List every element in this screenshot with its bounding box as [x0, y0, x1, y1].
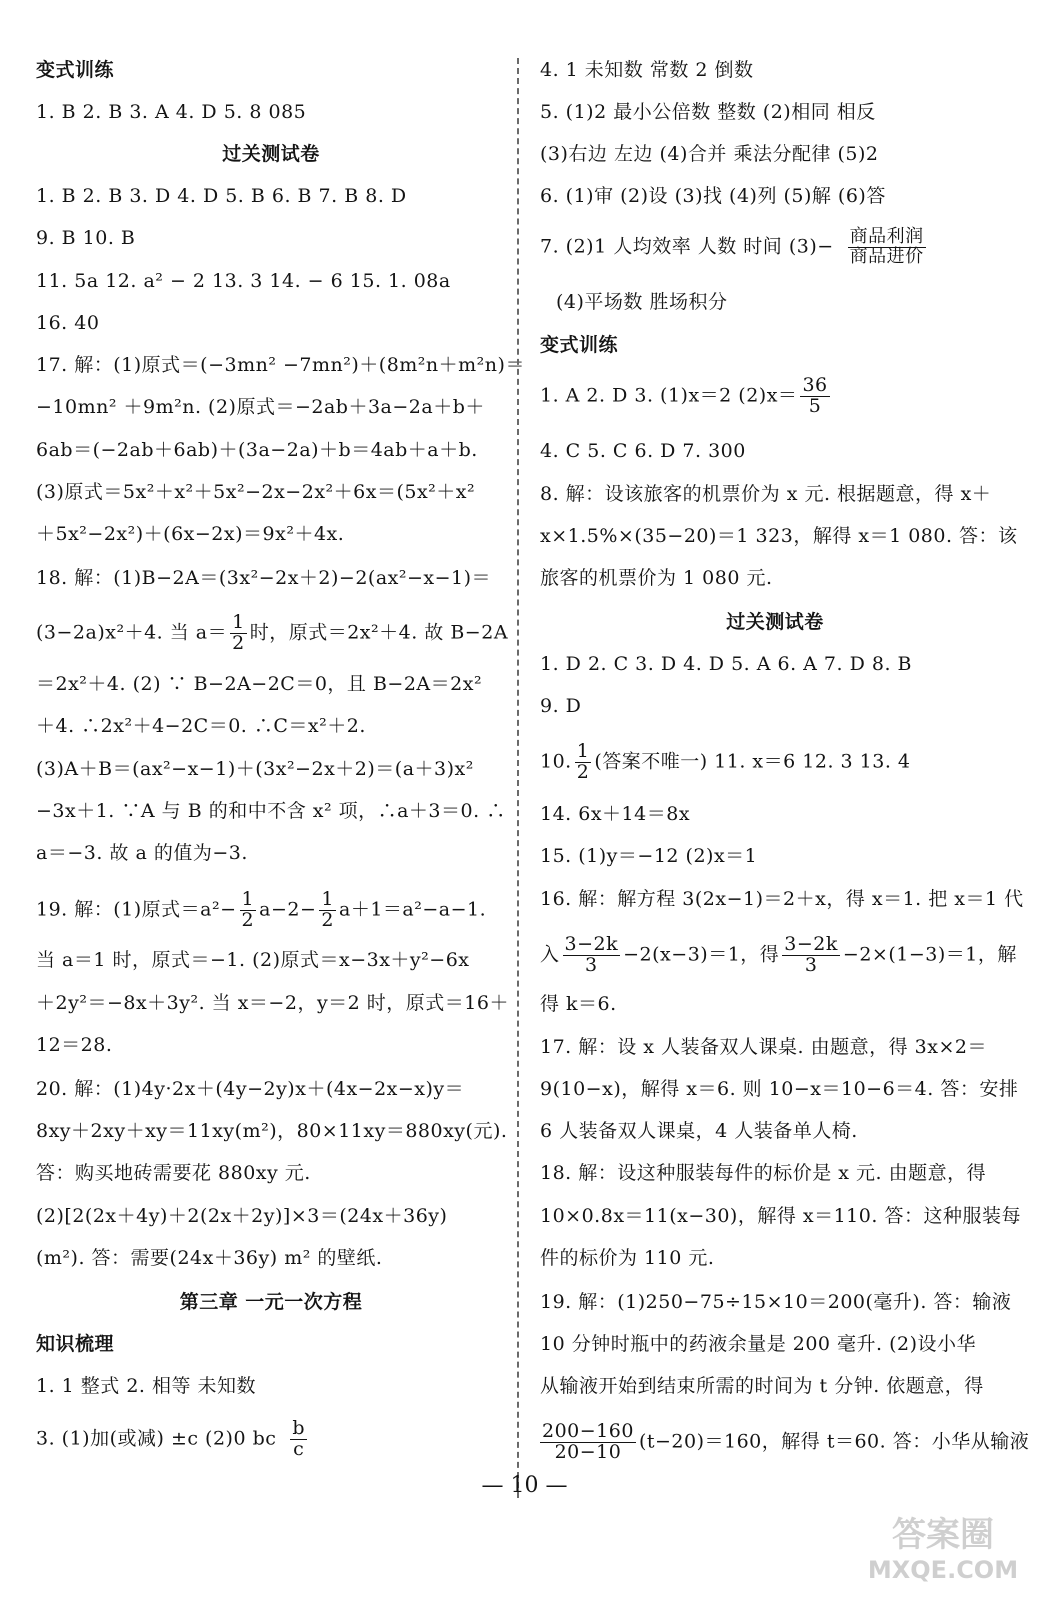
q19-text: (t−20)＝160，解得 t＝60. 答：小华从输液 [638, 1430, 1030, 1453]
q20-line: 8xy＋2xy＋xy＝11xy(m²)，80×11xy＝880xy(元). [36, 1120, 508, 1142]
fraction-numerator: 1 [576, 740, 590, 762]
knowledge-text: 7. (2)1 人均效率 人数 时间 (3)− [540, 235, 834, 258]
q19-text: a＋1＝a²−a−1. [339, 898, 487, 921]
q18-text: (3−2a)x²＋4. 当 a＝ [36, 621, 228, 644]
q16-text: −2(x−3)＝1，得 [623, 943, 780, 966]
knowledge-line: (4)平场数 胜场积分 [556, 291, 728, 313]
q18-line: 18. 解：(1)B−2A＝(3x²−2x＋2)−2(ax²−x−1)＝ [36, 567, 492, 589]
q17-line: 9(10−x)，解得 x＝6. 则 10−x＝10−6＝4. 答：安排 [540, 1078, 1019, 1100]
q17-line: ＋5x²−2x²)＋(6x−2x)＝9x²＋4x. [36, 523, 345, 545]
section-heading-knowledge: 知识梳理 [36, 1333, 115, 1355]
fraction [782, 935, 840, 976]
q19-line [540, 1422, 1029, 1463]
q19-line: ＋2y²＝−8x＋3y². 当 x＝−2，y＝2 时，原式＝16＋ [36, 992, 509, 1014]
fraction-denominator: 20−10 [554, 1440, 622, 1463]
fraction-denominator: 2 [321, 908, 334, 931]
fraction-numerator: 200−160 [542, 1420, 634, 1442]
q18-line: ＝2x²＋4. (2) ∵ B−2A−2C＝0，且 B−2A＝2x² [36, 673, 483, 695]
q17-line: 17. 解：(1)原式＝(−3mn² −7mn²)＋(8m²n＋m²n)＝ [36, 354, 525, 376]
watermark-logo [858, 1508, 1028, 1586]
fraction [848, 228, 926, 267]
fraction-numerator: 1 [232, 611, 245, 633]
knowledge-line: (3)右边 左边 (4)合并 乘法分配律 (5)2 [540, 143, 879, 165]
section-heading-variant: 变式训练 [540, 334, 619, 356]
section-heading-test: 过关测试卷 [222, 143, 320, 165]
fraction-denominator: 5 [808, 394, 822, 417]
knowledge-text: 3. (1)加(或减) ±c (2)0 bc [36, 1427, 277, 1450]
q20-line: 20. 解：(1)4y·2x＋(4y−2y)x＋(4x−2x−x)y＝ [36, 1078, 465, 1100]
fraction [290, 1419, 307, 1460]
q17-line: (3)原式＝5x²＋x²＋5x²−2x−2x²＋6x＝(5x²＋x² [36, 481, 476, 503]
q19-line [36, 890, 486, 931]
q20-line: (2)[2(2x＋4y)＋2(2x＋2y)]×3＝(24x＋36y) [36, 1205, 448, 1227]
fraction-denominator: 2 [232, 631, 245, 654]
knowledge-line: 4. 1 未知数 常数 2 倒数 [540, 59, 754, 81]
q18-line: 10×0.8x＝11(x−30)，解得 x＝110. 答：这种服装每 [540, 1205, 1021, 1227]
fraction-denominator: 2 [576, 760, 590, 783]
page-number: — 10 — [481, 1473, 568, 1498]
fraction-denominator: 3 [804, 953, 818, 976]
variant-answers: 4. C 5. C 6. D 7. 300 [540, 440, 746, 462]
column-divider [517, 58, 519, 1498]
knowledge-line: 6. (1)审 (2)设 (3)找 (4)列 (5)解 (6)答 [540, 185, 886, 207]
knowledge-line [36, 1419, 310, 1460]
section-heading-test: 过关测试卷 [726, 611, 824, 633]
watermark-logo-text: 答案圈 [892, 1515, 994, 1555]
test-answers-line: 14. 6x＋14＝8x [540, 803, 691, 825]
fraction-denominator: c [293, 1437, 305, 1460]
test-answers-line: 15. (1)y＝−12 (2)x＝1 [540, 845, 758, 867]
variant-answers: 1. B 2. B 3. A 4. D 5. 8 085 [36, 101, 307, 123]
knowledge-line: 5. (1)2 最小公倍数 整数 (2)相同 相反 [540, 101, 876, 123]
fraction [575, 742, 592, 783]
test-answers-line: 11. 5a 12. a² − 2 13. 3 14. − 6 15. 1. 08a [36, 270, 451, 292]
section-heading-variant: 变式训练 [36, 59, 115, 81]
q18-line: (3)A＋B＝(ax²−x−1)＋(3x²−2x＋2)＝(a＋3)x² [36, 758, 474, 780]
q19-line: 19. 解：(1)250−75÷15×10＝200(毫升). 答：输液 [540, 1291, 1012, 1313]
q19-line: 10 分钟时瓶中的药液余量是 200 毫升. (2)设小华 [540, 1333, 977, 1355]
test-text: 10. [540, 750, 572, 773]
test-answers-line: 9. B 10. B [36, 227, 136, 249]
variant-answers [540, 376, 833, 417]
q16-line: 16. 解：解方程 3(2x−1)＝2＋x，得 x＝1. 把 x＝1 代 [540, 888, 1024, 910]
q17-line: 6 人装备双人课桌，4 人装备单人椅. [540, 1120, 858, 1142]
watermark-url: MXQE.COM [867, 1556, 1019, 1584]
q18-line: a＝−3. 故 a 的值为−3. [36, 842, 248, 864]
test-text: (答案不唯一) 11. x＝6 12. 3 13. 4 [594, 750, 911, 773]
q17-line: −10mn² ＋9m²n. (2)原式＝−2ab＋3a−2a＋b＋ [36, 396, 485, 418]
fraction [240, 890, 257, 931]
q19-line: 当 a＝1 时，原式＝−1. (2)原式＝x−3x＋y²−6x [36, 949, 470, 971]
test-answers-line [540, 742, 911, 783]
knowledge-line: 1. 1 整式 2. 相等 未知数 [36, 1375, 257, 1397]
fraction-numerator: 3−2k [564, 933, 619, 955]
fraction [319, 890, 336, 931]
fraction-numerator: 1 [321, 888, 334, 910]
q8-line: x×1.5%×(35−20)＝1 323，解得 x＝1 080. 答：该 [540, 525, 1018, 547]
chapter-title: 第三章 一元一次方程 [179, 1291, 363, 1313]
variant-text: 1. A 2. D 3. (1)x＝2 (2)x＝ [540, 384, 798, 407]
q8-line: 旅客的机票价为 1 080 元. [540, 567, 773, 589]
q18-line [36, 613, 508, 654]
knowledge-line [540, 228, 929, 267]
q19-line: 12＝28. [36, 1034, 113, 1056]
q17-line: 6ab＝(−2ab＋6ab)＋(3a−2a)＋b＝4ab＋a＋b. [36, 439, 478, 461]
fraction [800, 376, 829, 417]
q16-line: 得 k＝6. [540, 993, 617, 1015]
q8-line: 8. 解：设该旅客的机票价为 x 元. 根据题意，得 x＋ [540, 483, 992, 505]
q20-line: (m²). 答：需要(24x＋36y) m² 的壁纸. [36, 1247, 383, 1269]
fraction-numerator: 商品利润 [849, 226, 924, 247]
fraction [540, 1422, 636, 1463]
q16-text: 入 [540, 943, 560, 966]
q17-line: 17. 解：设 x 人装备双人课桌. 由题意，得 3x×2＝ [540, 1036, 987, 1058]
q19-text: a−2− [259, 898, 317, 921]
fraction-denominator: 商品进价 [849, 245, 924, 267]
fraction [230, 613, 247, 654]
test-answers-line: 9. D [540, 695, 582, 717]
q18-text: 时，原式＝2x²＋4. 故 B−2A [249, 621, 509, 644]
q18-line: 18. 解：设这种服装每件的标价是 x 元. 由题意，得 [540, 1162, 987, 1184]
fraction-numerator: 1 [241, 888, 255, 910]
test-answers-line: 16. 40 [36, 312, 100, 334]
fraction-numerator: 36 [802, 374, 828, 396]
test-answers-line: 1. B 2. B 3. D 4. D 5. B 6. B 7. B 8. D [36, 185, 407, 207]
fraction-denominator: 3 [585, 953, 598, 976]
q18-line: 件的标价为 110 元. [540, 1247, 715, 1269]
q18-line: ＋4. ∴2x²＋4−2C＝0. ∴C＝x²＋2. [36, 715, 366, 737]
q20-line: 答：购买地砖需要花 880xy 元. [36, 1162, 311, 1184]
q19-text: 19. 解：(1)原式＝a²− [36, 898, 237, 921]
q16-line [540, 935, 1017, 976]
fraction-numerator: 3−2k [784, 933, 838, 955]
test-answers-line: 1. D 2. C 3. D 4. D 5. A 6. A 7. D 8. B [540, 653, 912, 675]
fraction-denominator: 2 [241, 908, 255, 931]
fraction-numerator: b [292, 1417, 306, 1439]
q19-line: 从输液开始到结束所需的时间为 t 分钟. 依题意，得 [540, 1375, 984, 1397]
fraction [563, 935, 621, 976]
q18-line: −3x＋1. ∵A 与 B 的和中不含 x² 项，∴a＋3＝0. ∴ [36, 800, 506, 822]
q16-text: −2×(1−3)＝1，解 [842, 943, 1017, 966]
